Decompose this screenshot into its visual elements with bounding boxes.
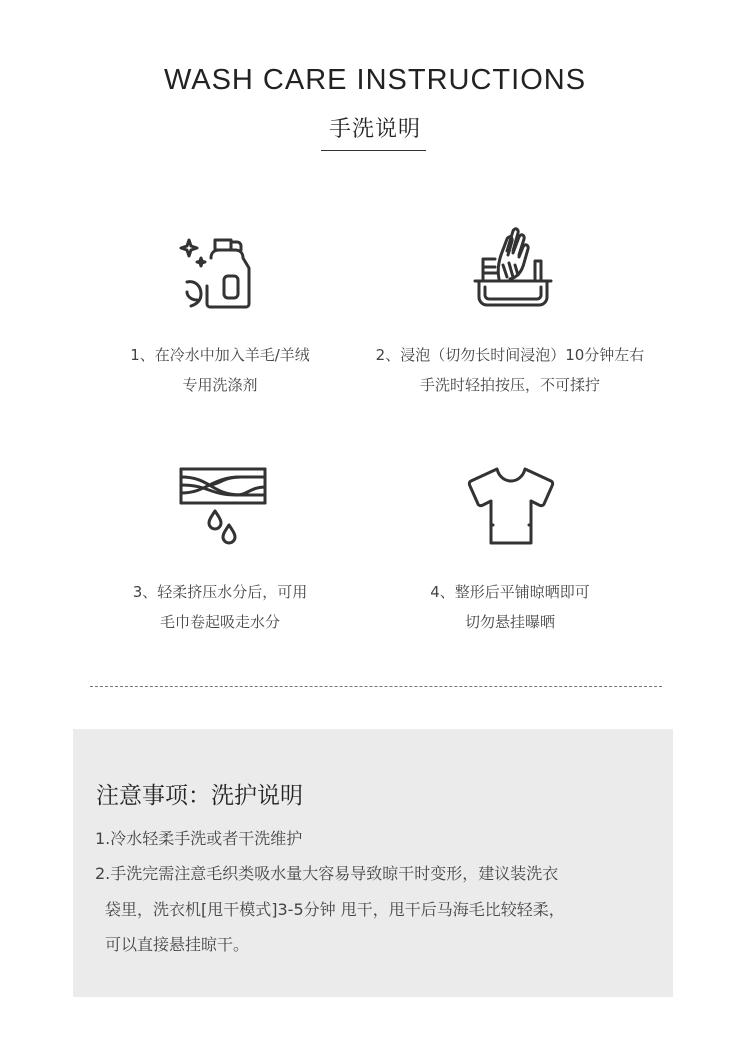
page-title: WASH CARE INSTRUCTIONS: [163, 64, 587, 96]
step-3: [55, 465, 385, 635]
notes-item-2-cont-1: 袋里，洗衣机[甩干模式]3-5分钟 甩干，甩干后马海毛比较轻柔，: [105, 900, 565, 919]
step-2-line-2: 手洗时轻拍按压，不可揉拧: [419, 376, 600, 394]
section-divider: [90, 686, 662, 687]
detergent-bottle-icon: [177, 230, 263, 310]
notes-title: 注意事项：洗护说明: [96, 783, 303, 809]
subtitle-underline: [321, 150, 426, 151]
step-4-line-2: 切勿悬挂曝晒: [464, 613, 555, 631]
step-3-line-1: 3、轻柔挤压水分后，可用: [132, 583, 308, 601]
tshirt-icon: [465, 465, 557, 547]
notes-item-2: 2.手洗完需注意毛织类吸水量大容易导致晾干时变形，建议装洗衣: [95, 864, 559, 883]
hand-wash-basin-icon: [473, 225, 553, 311]
step-3-line-2: 毛巾卷起吸走水分: [159, 613, 280, 631]
page-subtitle: 手洗说明: [328, 117, 421, 142]
notes-panel: [73, 729, 673, 997]
step-1-line-2: 专用洗涤剂: [182, 376, 258, 394]
step-4: [345, 465, 675, 635]
step-1-line-1: 1、在冷水中加入羊毛/羊绒: [130, 346, 310, 364]
notes-item-1: 1.冷水轻柔手洗或者干洗维护: [95, 829, 303, 848]
towel-drip-icon: [179, 465, 269, 551]
step-2: [345, 225, 675, 400]
step-4-line-1: 4、整形后平铺晾晒即可: [430, 583, 590, 601]
step-2-line-1: 2、浸泡（切勿长时间浸泡）10分钟左右: [375, 346, 645, 364]
notes-item-2-cont-2: 可以直接悬挂晾干。: [105, 935, 250, 954]
step-1: [55, 230, 385, 400]
